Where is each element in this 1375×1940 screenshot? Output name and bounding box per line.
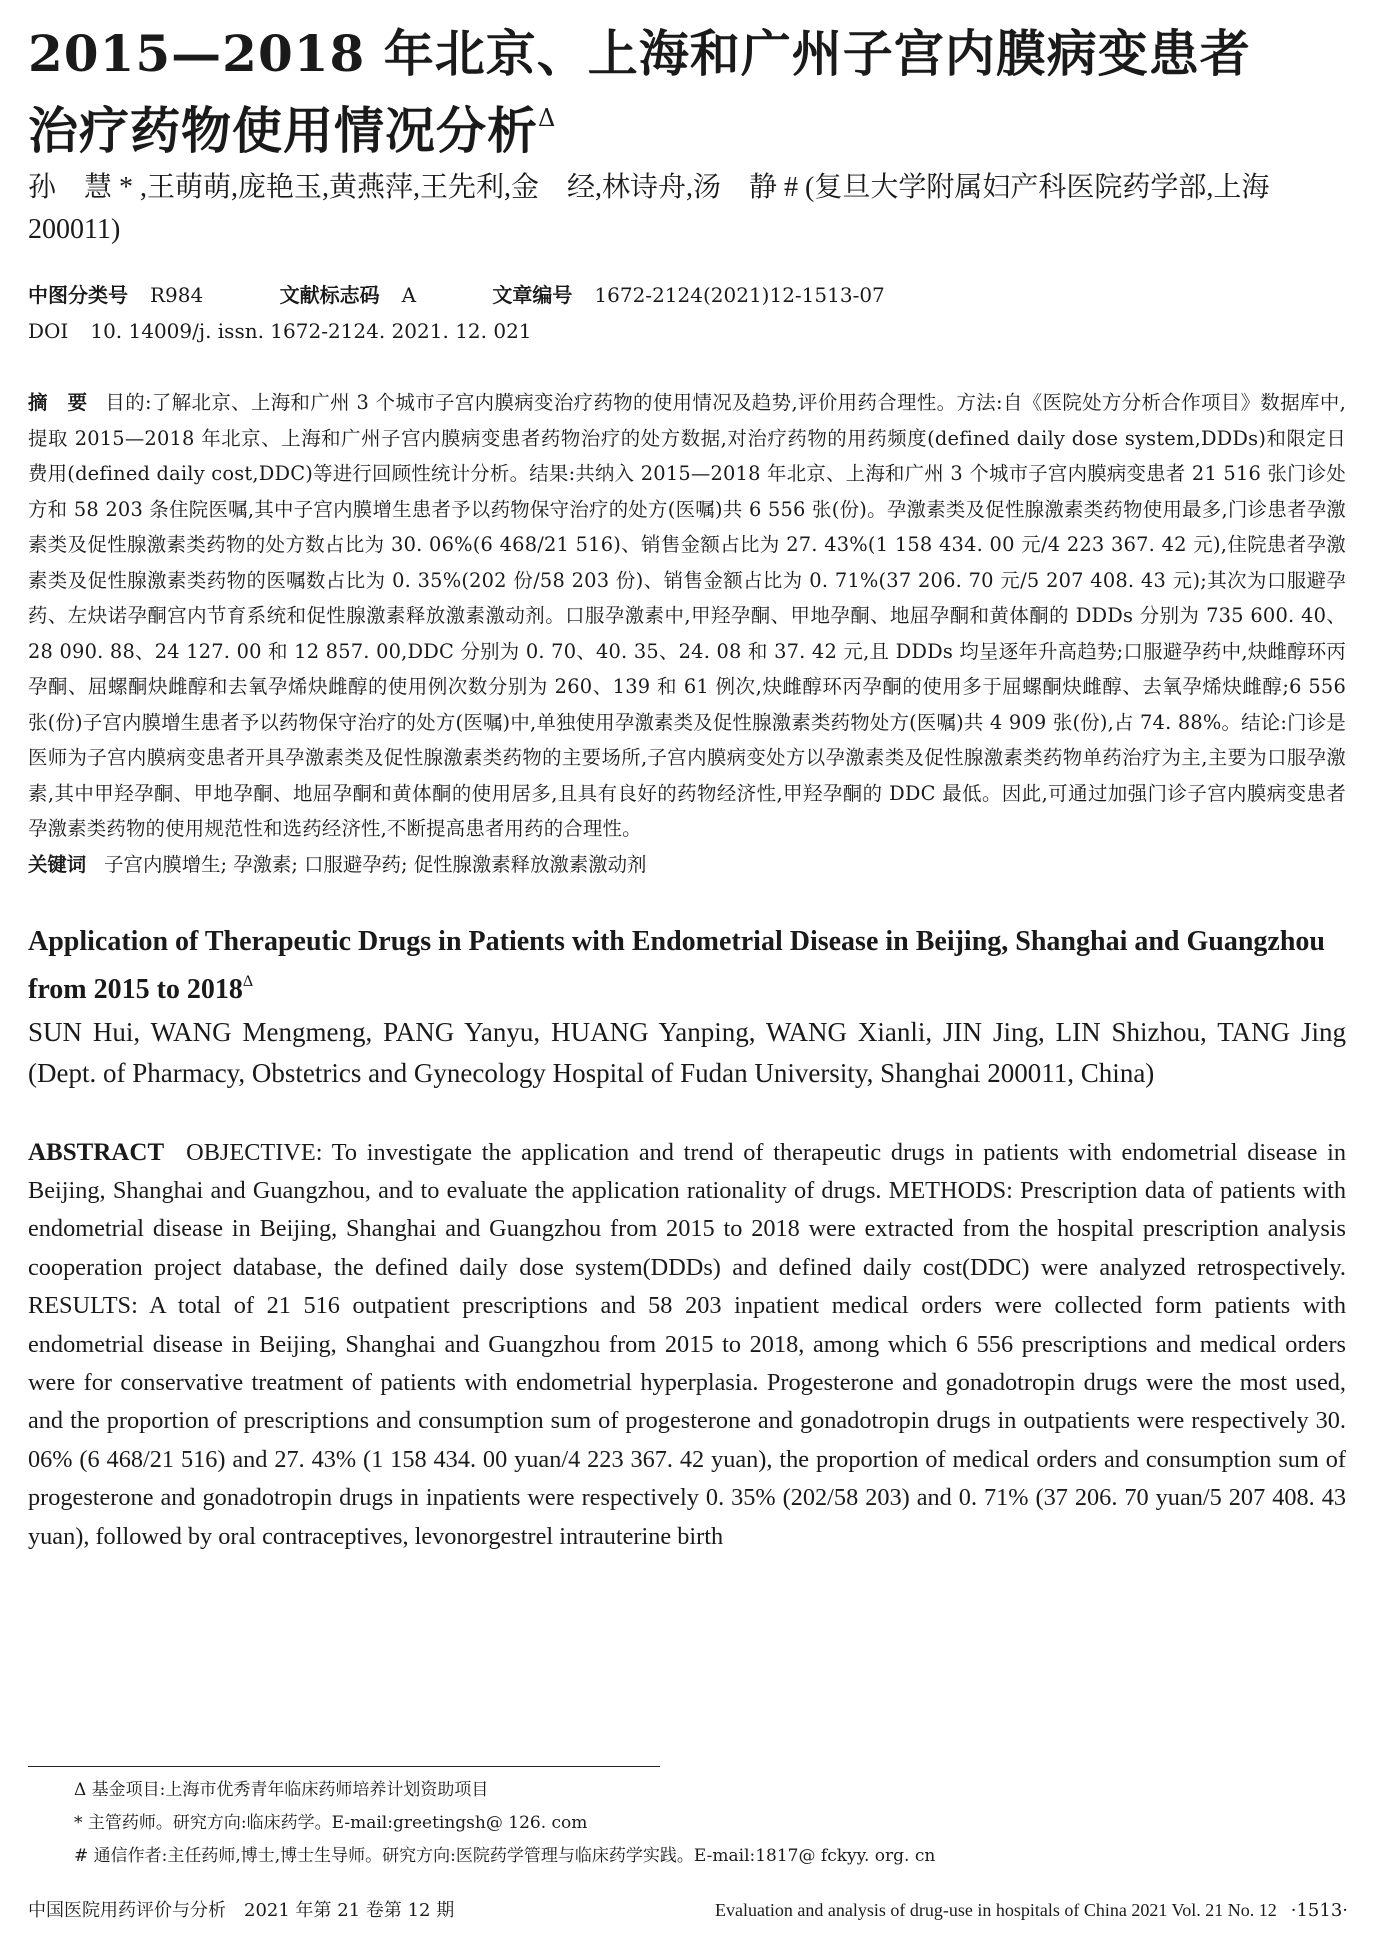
page-footer [28,1896,1348,1922]
abstract-cn-text: 目的:了解北京、上海和广州 3 个城市子宫内膜病变治疗药物的使用情况及趋势,评价用药合理性。方法:自《医院处方分析合作项目》数据库中,提取 2015—2018 年北京、上海和广州子宫内膜病变患者药物治疗的处方数据,对治疗药物的用药频度(defined daily dose system,DDDs)和限定日费用(defined daily cost,DDC)等进行回顾性统计分析。结果:共纳入 2015—2018 年北京、上海和广州 3 个城市子宫内膜病变患者 21 516 张门诊处方和 58 203 条住院医嘱,其中子宫内膜增生患者予以药物保守治疗的处方(医嘱)共 6 556 张(份)。孕激素类及促性腺激素类药物使用最多,门诊患者孕激素类及促性腺激素类药物的处方数占比为 30. 06%(6 468/21 516)、销售金额占比为 27. 43%(1 158 434. 00 元/4 223 367. 42 元),住院患者孕激素类及促性腺激素类药物的医嘱数占比为 0. 35%(202 份/58 203 份)、销售金额占比为 0. 71%(37 206. 70 元/5 207 408. 43 元);其次为口服避孕药、左炔诺孕酮宫内节育系统和促性腺激素释放激素激动剂。口服孕激素中,甲羟孕酮、甲地孕酮、地屈孕酮和黄体酮的 DDDs 分别为 735 600. 40、28 090. 88、24 127. 00 和 12 857. 00,DDC 分别为 0. 70、40. 35、24. 08 和 37. 42 元,且 DDDs 均呈逐年升高趋势;口服避孕药中,炔雌醇环丙孕酮、屈螺酮炔雌醇和去氧孕烯炔雌醇的使用例次数分别为 260、139 和 61 例次,炔雌醇环丙孕酮的使用多于屈螺酮炔雌醇、去氧孕烯炔雌醇;6 556 张(份)子宫内膜增生患者予以药物保守治疗的处方(医嘱)中,单独使用孕激素类及促性腺激素类药物处方(医嘱)共 4 909 张(份),占 74. 88%。结论:门诊是医师为子宫内膜病变患者开具孕激素类及促性腺激素类药物的主要场所,子宫内膜病变处方以孕激素类及促性腺激素类药物单药治疗为主,主要为口服孕激素,其中甲羟孕酮、甲地孕酮、地屈孕酮和黄体酮的使用居多,且具有良好的药物经济性,甲羟孕酮的 DDC 最低。因此,可通过加强门诊子宫内膜病变患者孕激素类药物的使用规范性和选药经济性,不断提高患者用药的合理性。 [28,391,1346,840]
meta-row-1 [28,277,1346,313]
authors-cn-line-1: 孙 慧 * ,王萌萌,庞艳玉,黄燕萍,王先利,金 经,林诗舟,汤 静 # (复旦大学附属妇产科医院药学部,上海 [28,172,1270,203]
footnote-author: * 主管药师。研究方向:临床药学。E-mail:greetingsh@ 126. com [74,1813,588,1833]
clc-value: R984 [150,283,204,307]
authors-cn [28,167,1346,251]
footnotes [74,1774,1274,1873]
footer-page-number: ·1513· [1290,1900,1348,1921]
abstract-en [28,1134,1346,1556]
footnote-divider [28,1766,660,1767]
keywords-cn-text: 子宫内膜增生; 孕激素; 口服避孕药; 促性腺激素释放激素激动剂 [104,852,647,876]
meta-row-2 [28,313,1346,349]
doc-code-value: A [401,283,417,307]
title-en-mark: Δ [242,972,254,990]
title-en-text: Application of Therapeutic Drugs in Patients with Endometrial Disease in Beijing, Shanghai and Guangzhou from 2015 to 2018 [28,925,1325,1005]
fund-mark: Δ [538,104,557,132]
article-page [28,22,1346,1556]
article-no-value: 1672-2124(2021)12-1513-07 [594,283,885,307]
doc-code-label: 文献标志码 [279,283,380,307]
clc-label: 中图分类号 [28,283,128,307]
footnote-corresponding: # 通信作者:主任药师,博士,博士生导师。研究方向:医院药学管理与临床药学实践。E-mail:1817@ fckyy. org. cn [74,1846,936,1866]
title-line-2: 治疗药物使用情况分析 [28,101,538,160]
doi-value: 10. 14009/j. issn. 1672-2124. 2021. 12. 021 [90,319,532,343]
abstract-cn [28,385,1346,847]
article-no-label: 文章编号 [492,283,573,307]
article-meta [28,277,1346,349]
doi-label: DOI [28,319,69,343]
keywords-cn-label: 关键词 [28,852,87,876]
abstract-cn-label: 摘 要 [28,391,88,414]
footnote-fund: Δ 基金项目:上海市优秀青年临床药师培养计划资助项目 [74,1780,489,1800]
article-title-en [28,922,1346,1010]
footer-journal-cn: 中国医院用药评价与分析 2021 年第 21 卷第 12 期 [28,1900,455,1921]
abstract-en-label: ABSTRACT [28,1138,165,1166]
abstract-en-text: OBJECTIVE: To investigate the application and trend of therapeutic drugs in patients with endometrial disease in Beijing, Shanghai and Guangzhou, and to evaluate the application rationality of drugs. METHODS: Prescription data of patients with endometrial disease in Beijing, Shanghai and Guangzhou from 2015 to 2018 were extracted from the hospital prescription analysis cooperation project database, the defined daily dose system(DDDs) and defined daily cost(DDC) were analyzed retrospectively. RESULTS: A total of 21 516 outpatient prescriptions and 58 203 inpatient medical orders were collected form patients with endometrial disease in Beijing, Shanghai and Guangzhou from 2015 to 2018, among which 6 556 prescriptions and medical orders were for conservative treatment of patients with endometrial hyperplasia. Progesterone and gonadotropin drugs were the most used, and the proportion of prescriptions and consumption sum of progesterone and gonadotropin drugs in outpatients were respectively 30. 06% (6 468/21 516) and 27. 43% (1 158 434. 00 yuan/4 223 367. 42 yuan), the proportion of medical orders and consumption sum of progesterone and gonadotropin drugs in inpatients were respectively 0. 35% (202/58 203) and 0. 71% (37 206. 70 yuan/5 207 408. 43 yuan), followed by oral contraceptives, levonorgestrel intrauterine birth [28,1138,1346,1550]
footer-journal-en: Evaluation and analysis of drug-use in hospitals of China 2021 Vol. 21 No. 12 [714,1900,1277,1920]
article-title-cn [28,22,1346,163]
title-line-1: 2015—2018 年北京、上海和广州子宫内膜病变患者 [28,24,1251,83]
keywords-cn [28,847,1346,882]
authors-en: SUN Hui, WANG Mengmeng, PANG Yanyu, HUANG Yanping, WANG Xianli, JIN Jing, LIN Shizhou, TANG Jing (Dept. of Pharmacy, Obstetrics and Gynecology Hospital of Fudan University, Shanghai 200011, China) [28,1016,1346,1088]
authors-cn-line-2: 200011) [28,214,121,245]
